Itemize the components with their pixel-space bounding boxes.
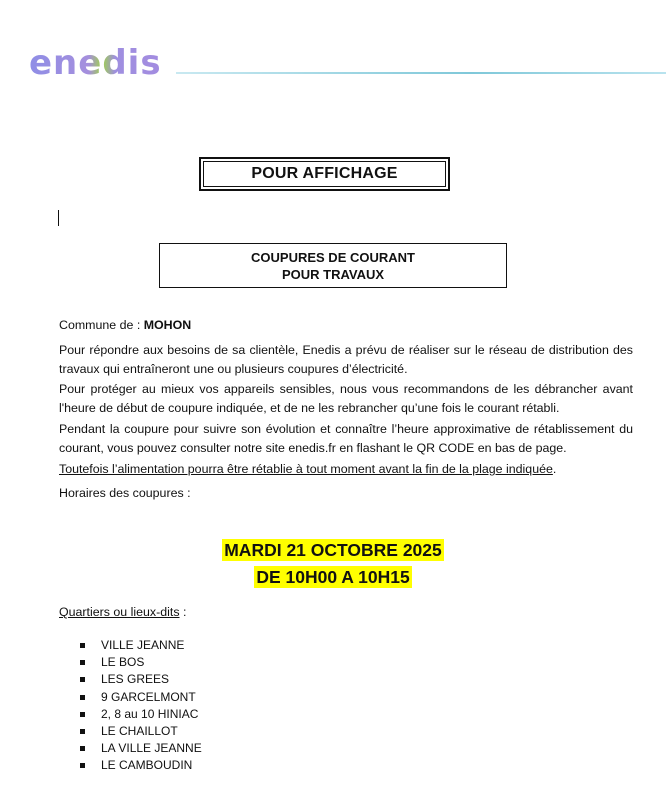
list-item: VILLE JEANNE [78,637,202,654]
title-frame [199,157,450,191]
notice-line-1: COUPURES DE COURANT [251,249,415,265]
list-item: LE CAMBOUDIN [78,757,202,774]
paragraph-3: Pendant la coupure pour suivre son évolution et connaître l’heure approximative de rétablissement du courant, vous pouvez consulter notre site enedis.fr en flashant le QR CODE en bas de page. [59,422,633,455]
commune-line [59,316,633,335]
schedule-time: DE 10H00 A 10H15 [256,567,410,587]
schedule-date-row [0,538,666,562]
list-item: 9 GARCELMONT [78,689,202,706]
paragraph-2: Pour protéger au mieux vos appareils sensibles, nous vous recommandons de les débrancher avant l'heure de début de coupure indiquée, et de ne les rebrancher qu’une fois le courant rétabli. [59,382,633,415]
places-heading-row [59,603,633,622]
schedule-date: MARDI 21 OCTOBRE 2025 [224,540,442,560]
notice-box [159,243,507,288]
list-item: LA VILLE JEANNE [78,740,202,757]
commune-name: MOHON [143,318,192,332]
places-heading-suffix: : [179,605,187,619]
notice-line-2: POUR TRAVAUX [281,266,385,282]
text-cursor [58,210,59,226]
list-item: LE BOS [78,654,202,671]
list-item: 2, 8 au 10 HINIAC [78,706,202,723]
schedule-time-row [0,565,666,589]
enedis-logo-icon [29,42,174,82]
disclaimer-period: . [552,462,557,476]
paragraph-1: Pour répondre aux besoins de sa clientèle, Enedis a prévu de réaliser sur le réseau de distribution des travaux qui entraîneront une ou plusieurs coupures d’électricité. [59,343,633,376]
page-title: POUR AFFICHAGE [203,161,446,187]
enedis-logo [29,42,174,82]
places-heading: Quartiers ou lieux-dits [59,605,180,619]
schedule-label: Horaires des coupures : [59,486,191,500]
paragraph-4 [59,460,633,479]
commune-label: Commune de : [59,318,141,332]
list-item: LE CHAILLOT [78,723,202,740]
list-item: LES GREES [78,671,202,688]
places-list [78,637,202,775]
disclaimer-text: Toutefois l’alimentation pourra être rétablie à tout moment avant la fin de la plage indiquée [59,462,553,476]
brand-name-text: enedis [29,43,162,82]
header-rule [176,72,666,74]
